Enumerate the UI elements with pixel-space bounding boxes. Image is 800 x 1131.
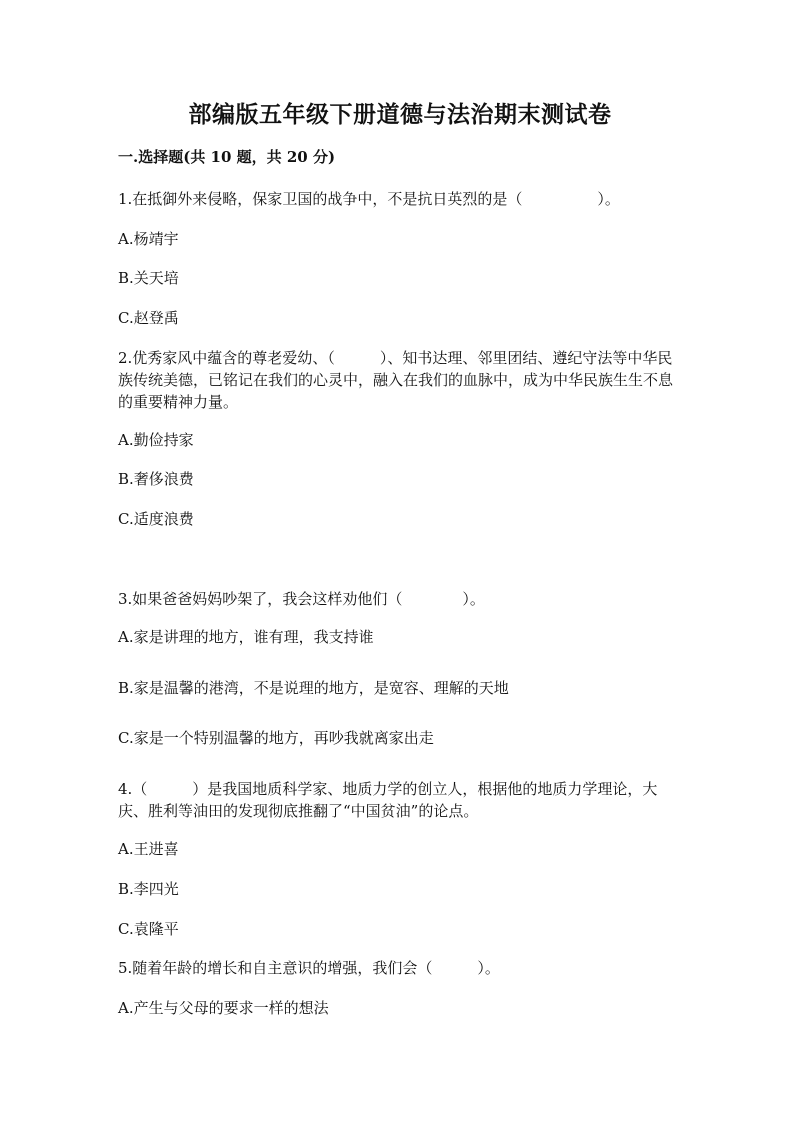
- question-3-option-a: A.家是讲理的地方，谁有理，我支持谁: [118, 628, 374, 646]
- question-4-option-b: B.李四光: [118, 880, 179, 898]
- question-3-stem: 3.如果爸爸妈妈吵架了，我会这样劝他们（ ）。: [118, 590, 485, 608]
- question-1-option-c: C.赵登禹: [118, 309, 179, 327]
- question-4-option-c: C.袁隆平: [118, 920, 179, 938]
- question-2-option-b: B.奢侈浪费: [118, 470, 194, 488]
- question-1-option-a: A.杨靖宇: [118, 230, 179, 248]
- section-heading: 一.选择题(共 10 题，共 20 分): [118, 148, 336, 166]
- question-5-stem: 5.随着年龄的增长和自主意识的增强，我们会（ ）。: [118, 959, 500, 977]
- question-5-option-a: A.产生与父母的要求一样的想法: [118, 999, 329, 1017]
- question-2-stem: 2.优秀家风中蕴含的尊老爱幼、（ ）、知书达理、邻里团结、遵纪守法等中华民族传统美德，已铭记在我们的心灵中，融入在我们的血脉中，成为中华民族生生不息的重要精神力量。: [118, 349, 674, 411]
- question-2-option-c: C.适度浪费: [118, 510, 194, 528]
- question-1-option-b: B.关天培: [118, 269, 179, 287]
- question-4-stem: 4.（ ）是我国地质科学家、地质力学的创立人，根据他的地质力学理论，大庆、胜利等油田的发现彻底推翻了“中国贫油”的论点。: [118, 780, 658, 820]
- question-3-option-b: B.家是温馨的港湾，不是说理的地方，是宽容、理解的天地: [118, 679, 509, 697]
- question-3-option-c: C.家是一个特别温馨的地方，再吵我就离家出走: [118, 729, 434, 747]
- question-4-option-a: A.王进喜: [118, 840, 179, 858]
- question-2-option-a: A.勤俭持家: [118, 431, 194, 449]
- question-1-stem: 1.在抵御外来侵略，保家卫国的战争中，不是抗日英烈的是（ ）。: [118, 190, 620, 208]
- page-title: 部编版五年级下册道德与法治期末测试卷: [188, 101, 612, 128]
